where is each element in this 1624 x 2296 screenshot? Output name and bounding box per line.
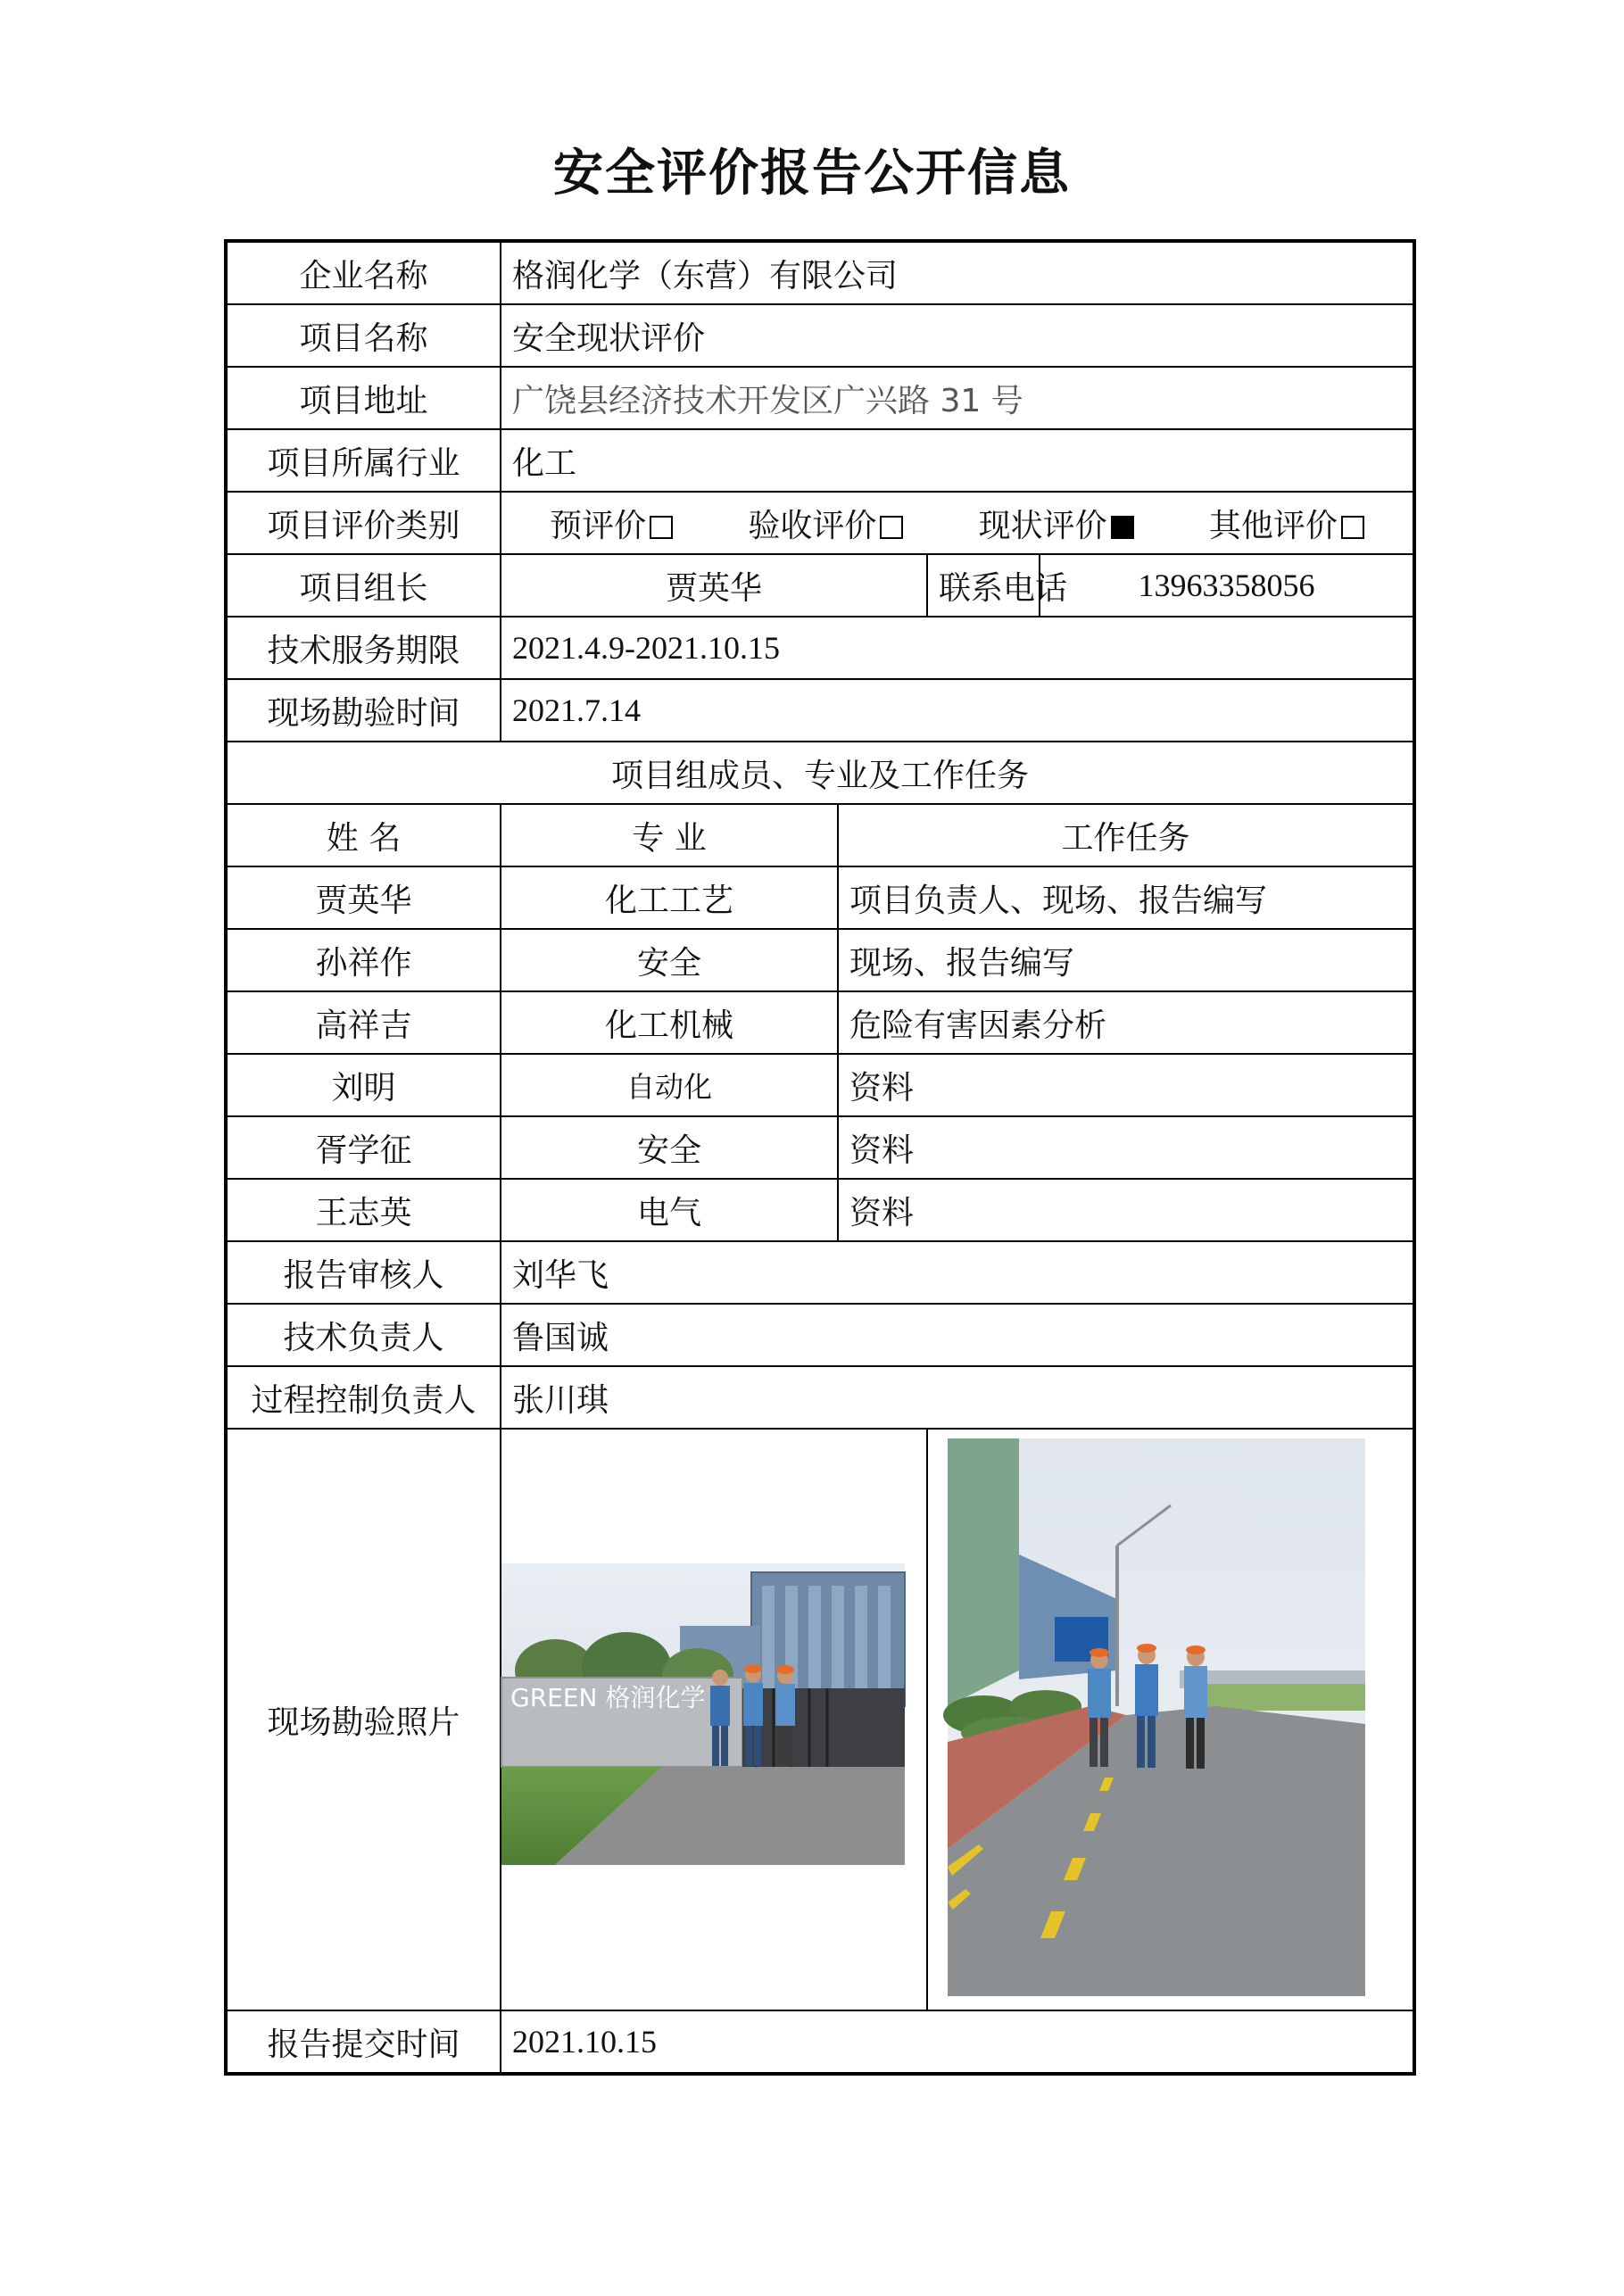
info-table <box>224 239 1416 2076</box>
row-members-title <box>226 742 1414 804</box>
row-leader <box>226 554 1414 617</box>
member-major: 安全 <box>501 929 838 991</box>
service-period-value: 2021.4.9-2021.10.15 <box>501 617 1414 679</box>
row-members-header <box>226 804 1414 866</box>
members-header-major: 专 业 <box>501 804 838 866</box>
survey-time-value: 2021.7.14 <box>501 679 1414 742</box>
member-task: 资料 <box>838 1179 1414 1241</box>
table-row <box>226 929 1414 991</box>
row-submit <box>226 2010 1414 2074</box>
member-task: 项目负责人、现场、报告编写 <box>838 866 1414 929</box>
tech-lead-label: 技术负责人 <box>226 1304 501 1366</box>
photo-cell-1 <box>501 1429 927 2010</box>
table-row <box>226 1116 1414 1179</box>
member-name: 刘明 <box>226 1054 501 1116</box>
service-period-label: 技术服务期限 <box>226 617 501 679</box>
leader-label: 项目组长 <box>226 554 501 617</box>
table-row <box>226 1179 1414 1241</box>
tech-lead-value: 鲁国诚 <box>501 1304 1414 1366</box>
row-survey-time <box>226 679 1414 742</box>
address-value: 广饶县经济技术开发区广兴路 31 号 <box>501 367 1414 429</box>
member-name: 王志英 <box>226 1179 501 1241</box>
checkbox-icon <box>880 516 903 539</box>
checkbox-icon <box>650 516 673 539</box>
member-task: 现场、报告编写 <box>838 929 1414 991</box>
table-row <box>226 991 1414 1054</box>
member-name: 胥学征 <box>226 1116 501 1179</box>
members-header-task: 工作任务 <box>838 804 1414 866</box>
table-row <box>226 1054 1414 1116</box>
site-photo-gate <box>501 1563 905 1865</box>
member-major: 安全 <box>501 1116 838 1179</box>
site-photo-gate-image <box>501 1563 905 1865</box>
table-row <box>226 866 1414 929</box>
category-option-other[interactable] <box>1209 501 1364 546</box>
category-option-label: 预评价 <box>550 507 647 544</box>
member-major: 化工机械 <box>501 991 838 1054</box>
site-photo-road <box>948 1438 1365 1996</box>
project-name-value: 安全现状评价 <box>501 304 1414 367</box>
company-label: 企业名称 <box>226 241 501 304</box>
site-photo-sign-text: GREEN 格润化学 <box>510 1683 706 1712</box>
row-service-period <box>226 617 1414 679</box>
site-photo-road-image <box>948 1438 1365 1996</box>
checkbox-icon <box>1341 516 1364 539</box>
row-company <box>226 241 1414 304</box>
member-name: 孙祥作 <box>226 929 501 991</box>
project-name-label: 项目名称 <box>226 304 501 367</box>
row-category <box>226 492 1414 554</box>
member-task: 资料 <box>838 1054 1414 1116</box>
reviewer-value: 刘华飞 <box>501 1241 1414 1304</box>
process-lead-label: 过程控制负责人 <box>226 1366 501 1429</box>
industry-value: 化工 <box>501 429 1414 492</box>
row-industry <box>226 429 1414 492</box>
member-major: 电气 <box>501 1179 838 1241</box>
submit-value: 2021.10.15 <box>501 2010 1414 2074</box>
reviewer-label: 报告审核人 <box>226 1241 501 1304</box>
category-option-status[interactable] <box>979 501 1134 546</box>
row-tech-lead <box>226 1304 1414 1366</box>
leader-value: 贾英华 <box>501 554 927 617</box>
survey-time-label: 现场勘验时间 <box>226 679 501 742</box>
photo-cell-2 <box>927 1429 1414 2010</box>
phone-label: 联系电话 <box>927 554 1040 617</box>
member-name: 贾英华 <box>226 866 501 929</box>
category-option-label: 其他评价 <box>1208 507 1338 544</box>
members-header-name: 姓 名 <box>226 804 501 866</box>
category-option-acceptance[interactable] <box>748 501 903 546</box>
page-title: 安全评价报告公开信息 <box>553 145 1071 203</box>
category-option-label: 现状评价 <box>978 507 1107 544</box>
checkbox-icon <box>1111 516 1134 539</box>
members-section-title: 项目组成员、专业及工作任务 <box>226 742 1414 804</box>
photos-label: 现场勘验照片 <box>226 1429 501 2010</box>
phone-value: 13963358056 <box>1040 554 1414 617</box>
member-task: 资料 <box>838 1116 1414 1179</box>
category-option-label: 验收评价 <box>748 507 877 544</box>
row-photos <box>226 1429 1414 2010</box>
category-option-pre[interactable] <box>550 501 673 546</box>
industry-label: 项目所属行业 <box>226 429 501 492</box>
row-project-name <box>226 304 1414 367</box>
submit-label: 报告提交时间 <box>226 2010 501 2074</box>
category-options <box>501 492 1414 554</box>
row-reviewer <box>226 1241 1414 1304</box>
process-lead-value: 张川琪 <box>501 1366 1414 1429</box>
member-major: 化工工艺 <box>501 866 838 929</box>
address-label: 项目地址 <box>226 367 501 429</box>
member-name: 高祥吉 <box>226 991 501 1054</box>
category-label: 项目评价类别 <box>226 492 501 554</box>
row-address <box>226 367 1414 429</box>
row-process-lead <box>226 1366 1414 1429</box>
company-value: 格润化学（东营）有限公司 <box>501 241 1414 304</box>
member-task: 危险有害因素分析 <box>838 991 1414 1054</box>
member-major: 自动化 <box>501 1054 838 1116</box>
